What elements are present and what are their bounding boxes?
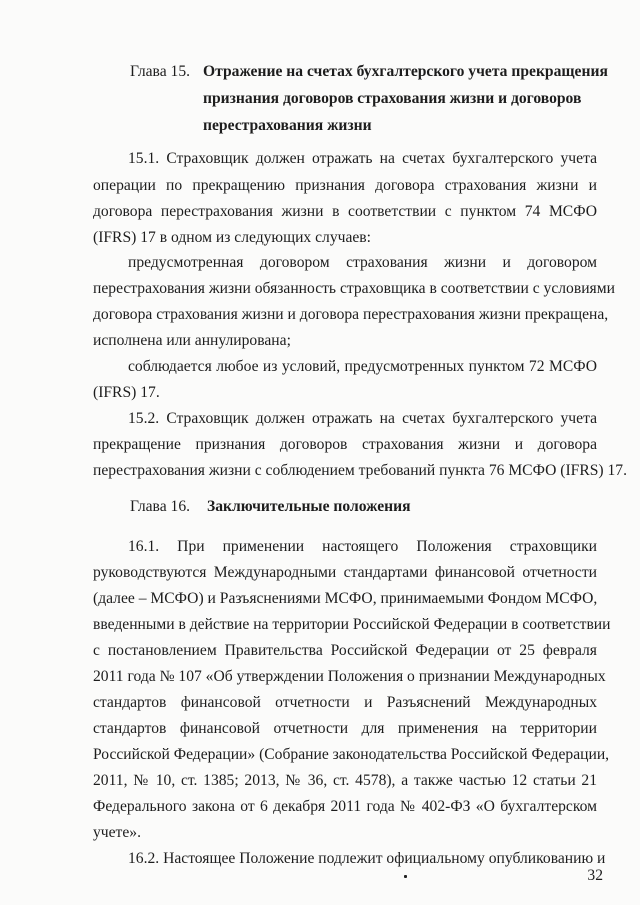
paragraph-15-1-line-2: операции по прекращению признания договора страхования жизни и — [93, 177, 597, 194]
item-a-line-3: договора страхования жизни и договора перестрахования жизни прекращена, — [93, 306, 609, 323]
paragraph-16-1-line-6: 2011 года № 107 «Об утверждении Положения о признании Международных — [93, 668, 606, 685]
chapter-15-title-line-2: признания договоров страхования жизни и договоров — [203, 90, 582, 107]
paragraph-16-1-line-5: с постановлением Правительства Российской Федерации от 25 февраля — [93, 642, 597, 659]
paragraph-16-1-line-4: введенными в действие на территории Российской Федерации в соответствии — [93, 616, 611, 633]
paragraph-15-1-line-3: договора перестрахования жизни в соответствии с пунктом 74 МСФО — [93, 203, 597, 220]
scan-speck — [404, 875, 407, 878]
paragraph-15-2-line-3: перестрахования жизни с соблюдением требований пункта 76 МСФО (IFRS) 17. — [93, 462, 627, 479]
chapter-16-label: Глава 16. — [130, 498, 191, 515]
chapter-16-title: Заключительные положения — [207, 498, 411, 515]
paragraph-15-1-line-1: 15.1. Страховщик должен отражать на счетах бухгалтерского учета — [128, 150, 597, 167]
paragraph-16-1-line-3: (далее – МСФО) и Разъяснениями МСФО, принимаемыми Фондом МСФО, — [93, 590, 598, 607]
paragraph-16-1-line-12: учете». — [93, 824, 141, 841]
paragraph-15-2-line-1: 15.2. Страховщик должен отражать на счетах бухгалтерского учета — [128, 410, 597, 427]
paragraph-16-1-line-1: 16.1. При применении настоящего Положения страховщики — [128, 538, 597, 555]
item-a-line-2: перестрахования жизни обязанность страховщика в соответствии с условиями — [93, 280, 615, 297]
item-a-line-4: исполнена или аннулирована; — [93, 332, 291, 349]
paragraph-16-1-line-8: стандартов финансовой отчетности для применения на территории — [93, 720, 597, 737]
page-number: 32 — [587, 867, 603, 884]
item-a-line-1: предусмотренная договором страхования жизни и договором — [128, 254, 597, 271]
item-b-line-2: (IFRS) 17. — [93, 384, 160, 401]
paragraph-16-1-line-2: руководствуются Международными стандартами финансовой отчетности — [93, 564, 597, 581]
paragraph-16-2-line-1: 16.2. Настоящее Положение подлежит официальному опубликованию и — [128, 850, 606, 867]
item-b-line-1: соблюдается любое из условий, предусмотренных пунктом 72 МСФО — [128, 358, 597, 375]
paragraph-16-1-line-9: Российской Федерации» (Собрание законодательства Российской Федерации, — [93, 746, 610, 763]
chapter-15-title-line-3: перестрахования жизни — [203, 117, 372, 134]
paragraph-15-1-line-4: (IFRS) 17 в одном из следующих случаев: — [93, 229, 371, 246]
paragraph-16-1-line-11: Федерального закона от 6 декабря 2011 года № 402-ФЗ «О бухгалтерском — [93, 798, 597, 815]
paragraph-15-2-line-2: прекращение признания договоров страхования жизни и договора — [93, 436, 597, 453]
paragraph-16-1-line-7: стандартов финансовой отчетности и Разъяснений Международных — [93, 694, 597, 711]
chapter-15-title-line-1: Отражение на счетах бухгалтерского учета прекращения — [203, 63, 608, 80]
paragraph-16-1-line-10: 2011, № 10, ст. 1385; 2013, № 36, ст. 4578), а также частью 12 статьи 21 — [93, 772, 597, 789]
chapter-15-label: Глава 15. — [130, 63, 191, 80]
